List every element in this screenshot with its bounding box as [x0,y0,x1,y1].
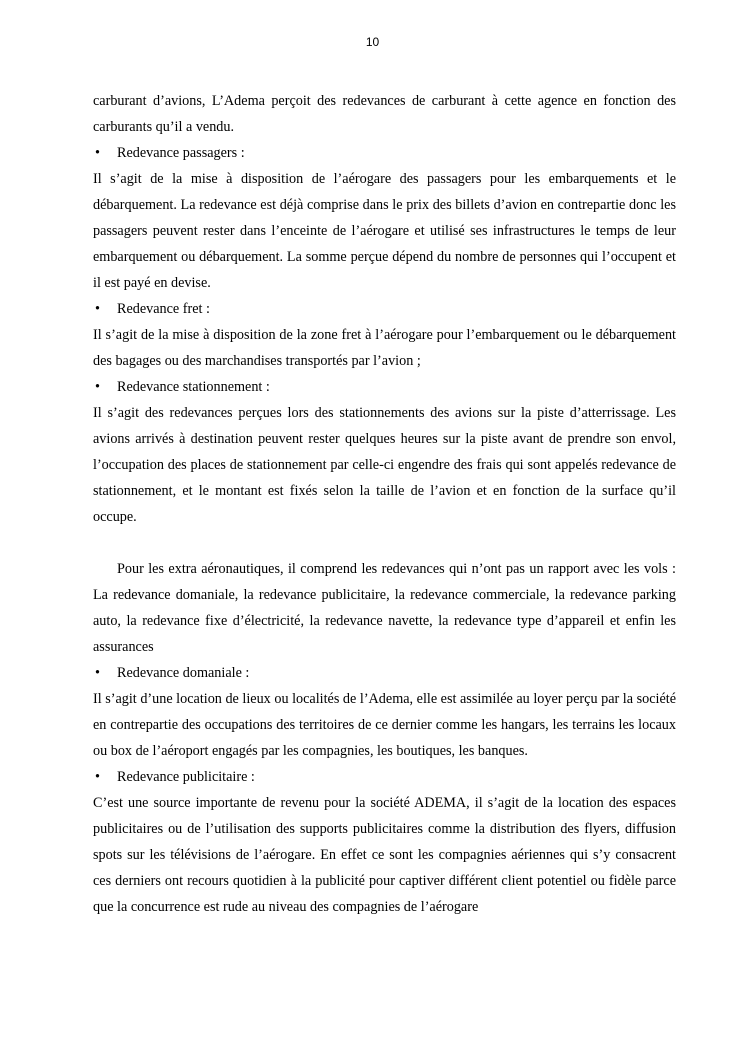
bullet-icon: • [95,145,100,161]
bullet-redevance-passagers [93,140,676,166]
page-number: 10 [365,35,380,49]
bullet-icon: • [95,301,100,317]
bullet-redevance-fret [93,296,676,322]
bullet-label: Redevance stationnement : [117,379,270,395]
bullet-label: Redevance domaniale : [117,665,250,681]
bullet-icon: • [95,769,100,785]
paragraph-gap [93,530,676,556]
paragraph-stationnement: Il s’agit des redevances perçues lors des stationnements des avions sur la piste d’atterrissage. Les avions arrivés à destination peuvent rester quelques heures sur la piste avant de prendre son envol, l’occupation des places de stationnement par celle-ci engendre des frais qui sont appelés redevance de stationnement, et le montant est fixés selon la taille de l’avion et en fonction de la surface qu’il occupe. [93,405,676,525]
paragraph-publicitaire: C’est une source importante de revenu pour la société ADEMA, il s’agit de la location des espaces publicitaires ou de l’utilisation des supports publicitaires comme la distribution des flyers, diffusion spots sur les télévisions de l’aérogare. En effet ce sont les compagnies aériennes qui s’y consacrent ces derniers ont recours quotidien à la publicité pour captiver différent client potentiel ou fidèle parce que la concurrence est rude au niveau des compagnies de l’aérogare [93,795,676,915]
bullet-redevance-publicitaire [93,764,676,790]
paragraph-domaniale: Il s’agit d’une location de lieux ou localités de l’Adema, elle est assimilée au loyer perçu par la société en contrepartie des occupations des territoires de ce dernier comme les hangars, les terrains les locaux ou box de l’aéroport engagés par les compagnies, les boutiques, les banques. [93,691,676,759]
body-text [93,88,676,920]
bullet-label: Redevance fret : [117,301,210,317]
paragraph-passagers: Il s’agit de la mise à disposition de l’aérogare des passagers pour les embarquements et le débarquement. La redevance est déjà comprise dans le prix des billets d’avion en contrepartie donc les passagers peuvent rester dans l’enceinte de l’aérogare et utilisé ses infrastructures le temps de leur embarquement ou débarquement. La somme perçue dépend du nombre de personnes qui l’occupent et il est payé en devise. [93,171,676,291]
bullet-icon: • [95,379,100,395]
bullet-redevance-stationnement [93,374,676,400]
bullet-redevance-domaniale [93,660,676,686]
bullet-label: Redevance passagers : [117,145,245,161]
paragraph-carburant: carburant d’avions, L’Adema perçoit des redevances de carburant à cette agence en fonction des carburants qu’il a vendu. [93,93,676,135]
paragraph-fret: Il s’agit de la mise à disposition de la zone fret à l’aérogare pour l’embarquement ou le débarquement des bagages ou des marchandises transportés par l’avion ; [93,327,676,369]
bullet-label: Redevance publicitaire : [117,769,255,785]
paragraph-extra-aeronautiques: Pour les extra aéronautiques, il comprend les redevances qui n’ont pas un rapport avec les vols : La redevance domaniale, la redevance publicitaire, la redevance commerciale, la redevance parking auto, la redevance fixe d’électricité, la redevance navette, la redevance type d’appareil et enfin les assurances [93,561,676,655]
bullet-icon: • [95,665,100,681]
